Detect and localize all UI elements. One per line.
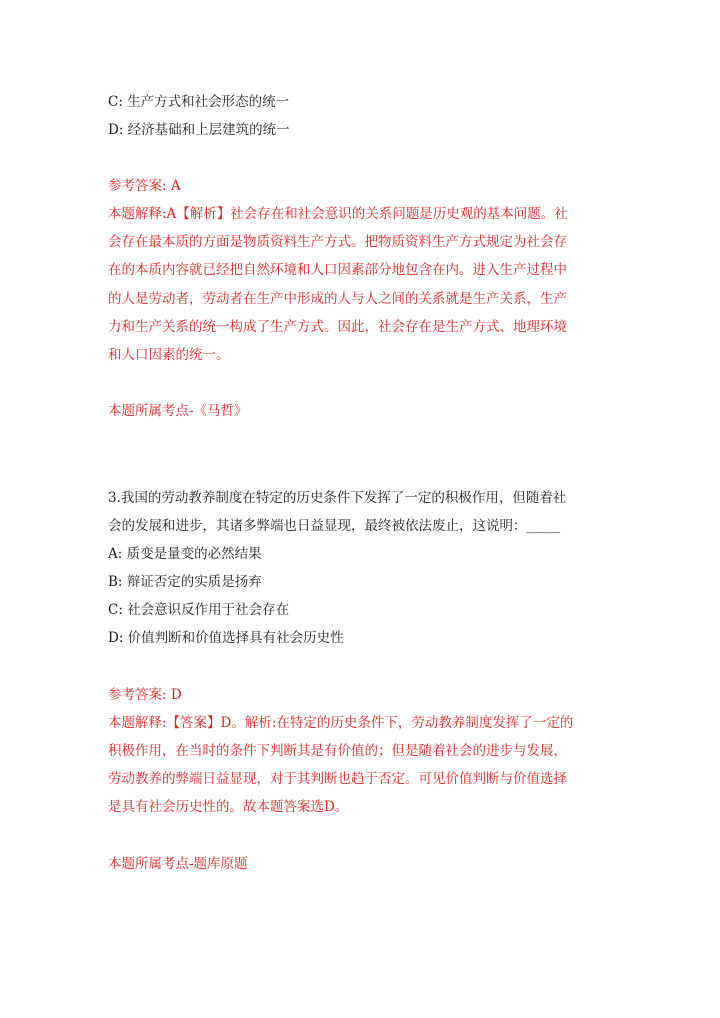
prev-option-c: C: 生产方式和社会形态的统一 [108, 94, 290, 110]
q3-stem-line: 会的发展和进步，其诸多弊端也日益显现，最终被依法废止，这说明：_____ [108, 518, 561, 534]
q3-option-c: C: 社会意识反作用于社会存在 [108, 602, 290, 618]
prev-explanation-line: 力和生产关系的统一构成了生产方式。因此，社会存在是生产方式、地理环境 [108, 319, 567, 335]
q3-option-a: A: 质变是量变的必然结果 [108, 546, 262, 562]
q3-answer: 参考答案: D [108, 687, 182, 703]
prev-category: 本题所属考点-《马哲》 [108, 403, 248, 419]
q3-explanation-line: 劳动教养的弊端日益显现，对于其判断也趋于否定。可见价值判断与价值选择 [108, 771, 567, 787]
prev-explanation-line: 的人是劳动者，劳动者在生产中形成的人与人之间的关系就是生产关系，生产 [108, 291, 567, 307]
q3-explanation-line: 积极作用，在当时的条件下判断其是有价值的；但是随着社会的进步与发展， [108, 743, 567, 759]
q3-stem-line: 3.我国的劳动教养制度在特定的历史条件下发挥了一定的积极作用，但随着社 [108, 490, 567, 506]
q3-option-b: B: 辩证否定的实质是扬弃 [108, 574, 262, 590]
q3-category: 本题所属考点-题库原题 [108, 856, 248, 872]
prev-explanation-line: 会存在最本质的方面是物质资料生产方式。把物质资料生产方式规定为社会存 [108, 234, 567, 250]
prev-explanation-line: 和人口因素的统一。 [108, 347, 230, 363]
prev-explanation-line: 本题解释:A【解析】社会存在和社会意识的关系问题是历史观的基本问题。社 [108, 206, 568, 222]
prev-explanation-line: 在的本质内容就已经把自然环境和人口因素部分地包含在内。进入生产过程中 [108, 262, 567, 278]
q3-explanation-line: 本题解释:【答案】D。解析:在特定的历史条件下，劳动教养制度发挥了一定的 [108, 715, 574, 731]
q3-explanation-line: 是具有社会历史性的。故本题答案选D。 [108, 799, 349, 815]
prev-option-d: D: 经济基础和上层建筑的统一 [108, 122, 290, 138]
prev-answer: 参考答案: A [108, 178, 181, 194]
q3-option-d: D: 价值判断和价值选择具有社会历史性 [108, 630, 344, 646]
